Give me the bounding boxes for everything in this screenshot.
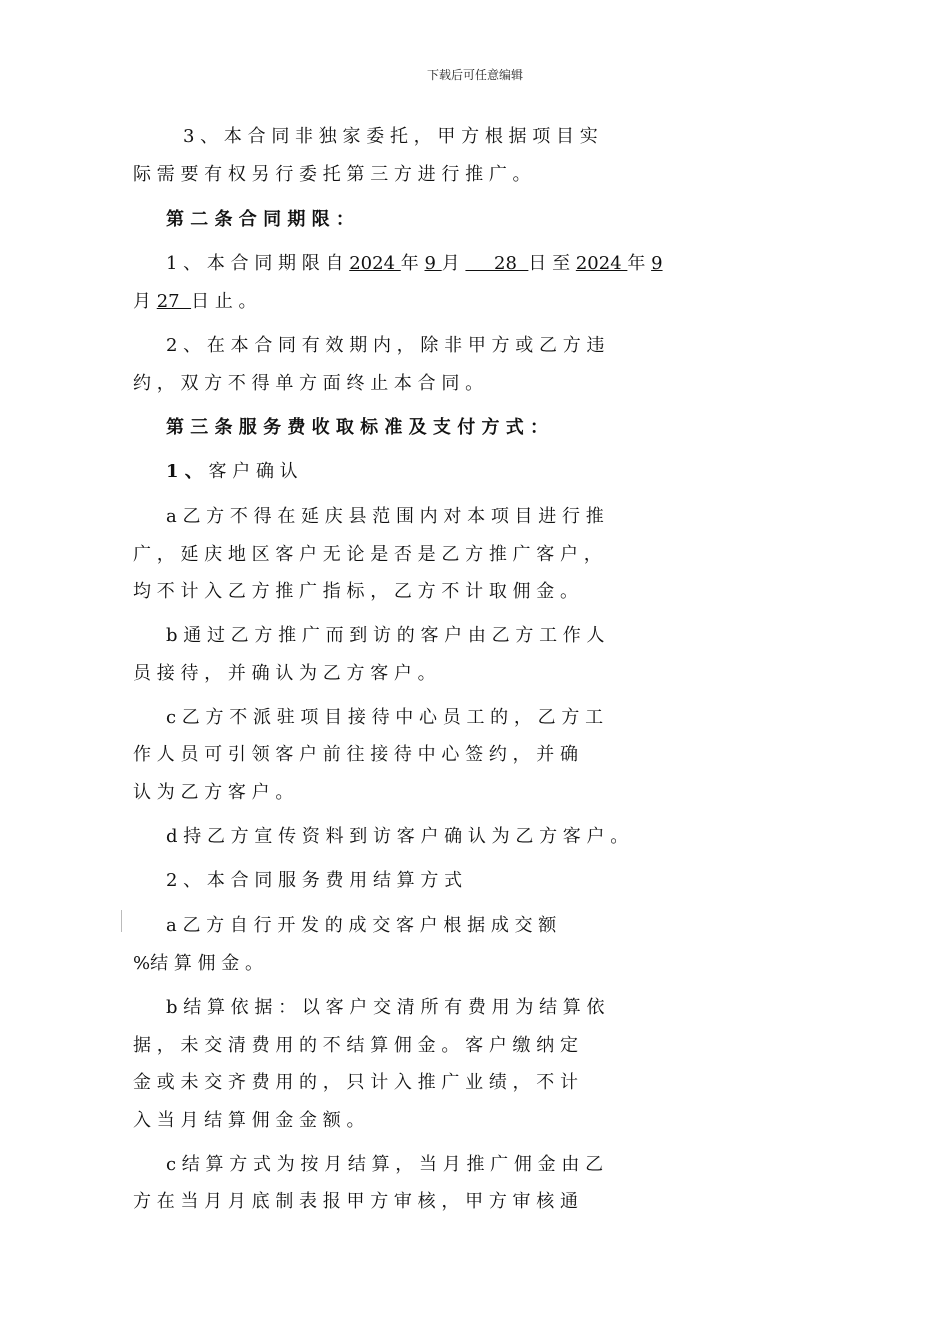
paragraph-line: 约 ， 双 方 不 得 单 方 面 终 止 本 合 同 。 bbox=[133, 373, 484, 394]
section-heading: 第 二 条 合 同 期 限 ： bbox=[166, 209, 354, 230]
paragraph-line: 金 或 未 交 齐 费 用 的 ， 只 计 入 推 广 业 绩 ， 不 计 bbox=[133, 1072, 578, 1093]
subsection-title: 客 户 确 认 bbox=[202, 461, 298, 482]
section-heading: 第 三 条 服 务 费 收 取 标 准 及 支 付 方 式 ： bbox=[166, 417, 548, 438]
paragraph-line: %结 算 佣 金 。 bbox=[133, 953, 263, 974]
paragraph-line: 员 接 待 ， 并 确 认 为 乙 方 客 户 。 bbox=[133, 663, 436, 684]
paragraph-line: 据 ， 未 交 清 费 用 的 不 结 算 佣 金 。 客 户 缴 纳 定 bbox=[133, 1035, 578, 1056]
term-text: 月 bbox=[441, 253, 466, 274]
end-day: 27 bbox=[156, 291, 192, 312]
contract-term-line bbox=[133, 287, 257, 313]
page-header: 下载后可任意编辑 bbox=[426, 68, 523, 82]
paragraph-line: 2 、 在 本 合 同 有 效 期 内 ， 除 非 甲 方 或 乙 方 违 bbox=[166, 335, 605, 356]
paragraph-line: 均 不 计 入 乙 方 推 广 指 标 ， 乙 方 不 计 取 佣 金 。 bbox=[133, 581, 578, 602]
subsection-number: 1 、 bbox=[166, 461, 203, 482]
subsection-heading bbox=[166, 457, 298, 483]
term-text: 日 至 bbox=[528, 253, 576, 274]
margin-marker bbox=[121, 910, 122, 932]
paragraph-line: b 通 过 乙 方 推 广 而 到 访 的 客 户 由 乙 方 工 作 人 bbox=[166, 625, 605, 646]
term-text: 月 bbox=[133, 291, 157, 312]
paragraph-line: 3 、 本 合 同 非 独 家 委 托 ， 甲 方 根 据 项 目 实 bbox=[183, 126, 598, 147]
end-year: 2024 bbox=[575, 253, 628, 274]
start-month: 9 bbox=[424, 253, 442, 274]
start-day: 28 bbox=[465, 253, 529, 274]
start-year: 2024 bbox=[349, 253, 401, 274]
paragraph-line: 方 在 当 月 月 底 制 表 报 甲 方 审 核 ， 甲 方 审 核 通 bbox=[133, 1191, 578, 1212]
term-text: 年 bbox=[627, 253, 652, 274]
paragraph-line: a 乙 方 不 得 在 延 庆 县 范 围 内 对 本 项 目 进 行 推 bbox=[166, 506, 604, 527]
paragraph-line: 际 需 要 有 权 另 行 委 托 第 三 方 进 行 推 广 。 bbox=[133, 164, 531, 185]
paragraph-line: a 乙 方 自 行 开 发 的 成 交 客 户 根 据 成 交 额 bbox=[166, 915, 557, 936]
paragraph-line: d 持 乙 方 宣 传 资 料 到 访 客 户 确 认 为 乙 方 客 户 。 bbox=[166, 826, 629, 847]
paragraph-line: c 乙 方 不 派 驻 项 目 接 待 中 心 员 工 的 ， 乙 方 工 bbox=[166, 707, 604, 728]
paragraph-line: 广 ， 延 庆 地 区 客 户 无 论 是 否 是 乙 方 推 广 客 户 ， bbox=[133, 544, 602, 565]
subsection-heading: 2 、 本 合 同 服 务 费 用 结 算 方 式 bbox=[166, 870, 463, 891]
term-text: 日 止 。 bbox=[191, 291, 257, 312]
paragraph-line: c 结 算 方 式 为 按 月 结 算 ， 当 月 推 广 佣 金 由 乙 bbox=[166, 1154, 604, 1175]
paragraph-line: 认 为 乙 方 客 户 。 bbox=[133, 782, 294, 803]
contract-term-line bbox=[166, 249, 663, 275]
paragraph-line: 作 人 员 可 引 领 客 户 前 往 接 待 中 心 签 约 ， 并 确 bbox=[133, 744, 578, 765]
paragraph-line: 入 当 月 结 算 佣 金 金 额 。 bbox=[133, 1110, 365, 1131]
end-month: 9 bbox=[651, 253, 663, 274]
term-text: 1 、 本 合 同 期 限 自 bbox=[166, 253, 350, 274]
term-text: 年 bbox=[400, 253, 425, 274]
paragraph-line: b 结 算 依 据 ： 以 客 户 交 清 所 有 费 用 为 结 算 依 bbox=[166, 997, 605, 1018]
